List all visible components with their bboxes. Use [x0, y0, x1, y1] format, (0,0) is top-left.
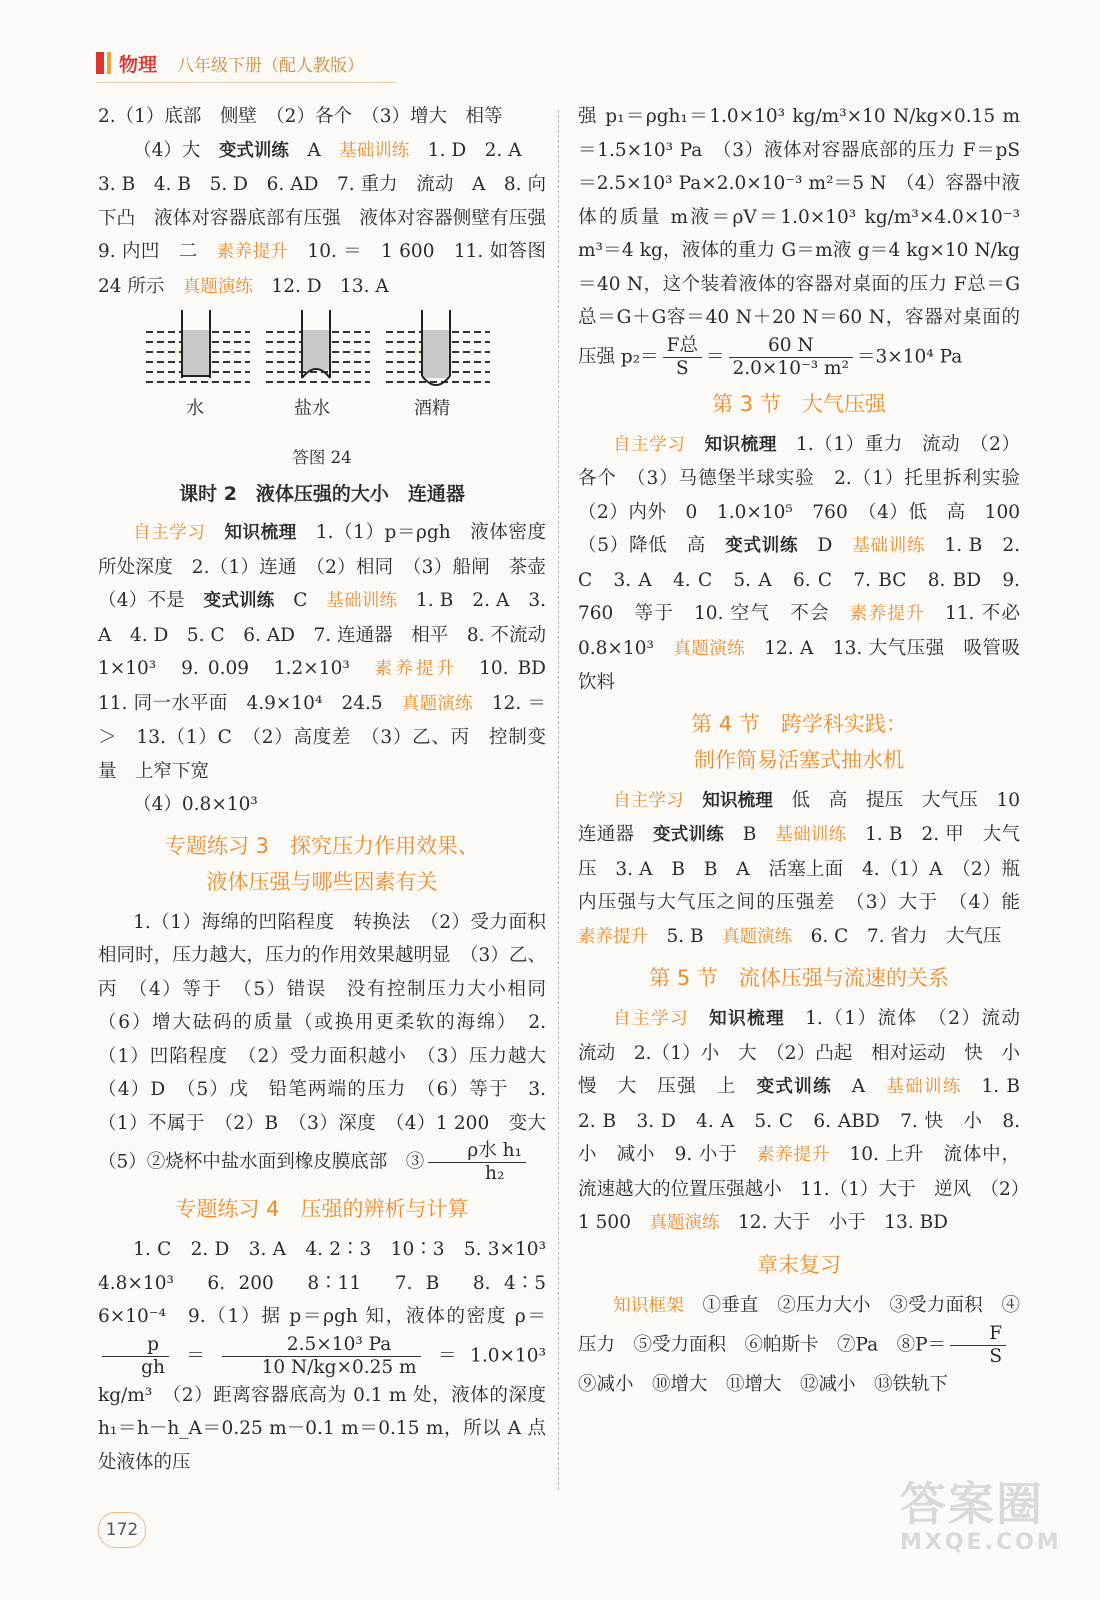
label-knowledge: 知识梳理 [709, 1009, 786, 1029]
fraction [102, 1334, 169, 1379]
text: 1. D 2. A [409, 139, 522, 161]
fraction [729, 335, 853, 380]
calc-continued [578, 100, 1020, 380]
text: 1.（1）p＝ρgh 液体密度 所处深度 2.（1）连通 （2）相同 （3）船闸 茶壶 （4）不是 [98, 522, 565, 611]
label-alcohol: 酒精 [414, 398, 450, 419]
text: 1. C 2. D 3. A 4. 2∶3 10∶3 5. 3×10³ 4.8×10³ 6. 200 8∶11 7. B 8. 4∶5 6×10⁻⁴ 9.（1）据 p＝ρgh 知，液体的密度 ρ＝ [98, 1239, 565, 1327]
label-knowledge: 知识梳理 [704, 434, 777, 455]
text: 1.（1）重力 流动 （2）各个 （3）马德堡半球实验 2.（1）托里拆利实验 （2）内外 0 1.0×10⁵ 760 （4）低 高 100 （5）降低 高 [578, 433, 1039, 556]
tag-basic-training: 基础训练 [886, 1077, 962, 1097]
label-variant-training: 变式训练 [653, 825, 724, 845]
tag-literacy: 素养提升 [849, 604, 926, 624]
text: A [288, 139, 340, 161]
special-4-title: 专题练习 4 压强的辨析与计算 [175, 1197, 469, 1221]
figure-caption: 答图 24 [292, 448, 352, 467]
header-mark [96, 52, 104, 74]
label-knowledge: 知识梳理 [702, 790, 773, 811]
text: 12. A 13. 大气压强 吸管吸饮料 [578, 637, 1020, 693]
lesson-2-answers [98, 516, 565, 788]
answer-block-2b [98, 134, 546, 169]
text: 1. B 2. A 3. A 4. D 5. C 6. AD 7. 连通器 相平 8. 不流动 1×10³ 9. 0.09 1.2×10³ [98, 590, 565, 679]
text: A [831, 1076, 887, 1097]
beaker-alcohol [386, 310, 490, 385]
tag-real-exam: 真题演练 [673, 638, 746, 659]
text: 6. C 7. 省力 大气压 [792, 925, 1002, 947]
right-column [578, 100, 1039, 1402]
denominator: S [989, 1346, 1003, 1367]
watermark-logo: 答案圈 [900, 1477, 1044, 1531]
tag-literacy: 素养提升 [216, 242, 289, 262]
tag-basic-training: 基础训练 [775, 825, 847, 845]
figure-24 [98, 310, 546, 440]
label-variant-training: 变式训练 [203, 591, 275, 611]
numerator: 60 N [729, 335, 853, 358]
tag-real-exam: 真题演练 [401, 693, 474, 714]
fraction [222, 1334, 420, 1379]
header-mark-2 [107, 52, 111, 74]
tag-knowledge-framework: 知识框架 [613, 1295, 684, 1316]
special-3-title [98, 828, 546, 900]
text: ⑨减小 ⑩增大 ⑪增大 ⑫减小 ⑬铁轨下 [578, 1334, 1029, 1395]
lesson-2-last: （4）0.8×10³ [133, 794, 258, 815]
text: C [274, 590, 327, 611]
left-column [98, 100, 565, 1479]
header-subject: 物理 [119, 53, 158, 76]
numerator: 2.5×10³ Pa [222, 1334, 420, 1357]
text: 第 4 节 跨学科实践： [691, 711, 907, 736]
lesson-2-title: 课时 2 液体压强的大小 连通器 [179, 483, 465, 505]
tag-real-exam: 真题演练 [182, 276, 253, 297]
text: 10. 上升 流体中，流速越大的位置压强越小 11.（1）大于 逆风 （2）1 500 [578, 1144, 1020, 1233]
answer-block-2 [98, 100, 546, 134]
text: ＝1.0×10³ kg/m³ （2）距离容器底高为 0.1 m 处，液体的深度 h₁＝h－h_A＝0.25 m－0.1 m＝0.15 m，所以 A 点处液体的压 [98, 1345, 546, 1473]
special-4-answers [98, 1233, 565, 1479]
numerator: p [102, 1334, 169, 1357]
fraction [428, 1140, 526, 1185]
text: B [724, 824, 776, 845]
text: ①垂直 ②压力大小 ③受力面积 ④压力 ⑤受力面积 ⑥帕斯卡 ⑦Pa ⑧P＝ [578, 1294, 1020, 1356]
beaker-water [146, 310, 250, 382]
fraction [663, 335, 702, 380]
label-knowledge: 知识梳理 [224, 523, 297, 543]
numerator: F总 [663, 335, 702, 358]
page-header [96, 46, 364, 80]
denominator: S [675, 357, 689, 379]
section-4-title [578, 706, 1020, 778]
tag-self-study: 自主学习 [133, 523, 206, 543]
tag-real-exam: 真题演练 [722, 926, 793, 947]
denominator: gh [141, 1356, 165, 1378]
text: 12. 大于 小于 13. BD [719, 1212, 949, 1233]
text: 强 p₁＝ρgh₁＝1.0×10³ kg/m³×10 N/kg×0.15 m＝1.5×10³ Pa （3）液体对容器底部的压力 F＝pS＝2.5×10³ Pa×2.0×10⁻³ m²＝5 N （4）容器中液体的质量 m液＝ρV＝1.0×10³ kg/m³×4.0×10⁻³ m³＝4 kg，液体的重力 G＝m液 g＝4 kg×10 N/kg＝40 N，这个装着液体的容器对桌面的压力 F总＝G总＝G＋G容＝40 N＋20 N＝60 N，容器对桌面的压强 p₂＝ [578, 106, 1020, 367]
denominator: 2.0×10⁻³ m² [732, 357, 849, 379]
text: 1. B 2. B 3. D 4. A 5. C 6. ABD 7. 快 小 8. 小 减小 9. 小于 [578, 1076, 1039, 1165]
text: ＝ [172, 1345, 219, 1366]
special-3-answers [98, 906, 565, 1186]
label-water: 水 [186, 398, 204, 419]
tag-self-study: 自主学习 [613, 434, 686, 455]
text: 10. ＝ 1 600 11. 如答图 24 所示 [98, 241, 546, 297]
text: （4）大 [133, 139, 219, 161]
tag-literacy: 素养提升 [578, 926, 648, 947]
text: ＝ [705, 346, 725, 367]
text: 1. B 2. C 3. A 4. C 5. A 6. C 7. BC 8. BD 9. 760 等于 10. 空气 不会 [578, 535, 1021, 624]
label-variant-training: 变式训练 [218, 140, 289, 161]
tag-self-study: 自主学习 [613, 1009, 690, 1029]
chapter-review-title: 章末复习 [757, 1252, 841, 1277]
text: 12. D 13. A [252, 275, 389, 297]
section-3-answers [578, 428, 1039, 700]
watermark [900, 1478, 1062, 1555]
tag-literacy: 素养提升 [756, 1145, 831, 1165]
page-number: 172 [98, 1512, 146, 1548]
denominator: 10 N/kg×0.25 m [261, 1356, 417, 1378]
answer-block-3 [98, 168, 565, 304]
header-grade: 八年级下册（配人教版） [177, 55, 365, 76]
tag-real-exam: 真题演练 [649, 1213, 720, 1233]
section-5-answers [578, 1002, 1039, 1241]
fraction [950, 1323, 1006, 1368]
text: 3. B 4. B 5. D 6. AD 7. 重力 流动 A 8. 向下凸 液体对容器底部有压强 液体对容器侧壁有压强 9. 内凹 二 [98, 174, 565, 262]
text: 11. 不必 0.8×10³ [578, 603, 1039, 659]
text: 1.（1）海绵的凹陷程度 转换法 （2）受力面积相同时，压力越大，压力的作用效果越明显 （3）乙、丙 （4）等于 （5）错误 没有控制压力大小相同 （6）增大砝码的质量（或换用更柔软的海绵） 2.（1）凹陷程度 （2）受力面积越小 （3）压力越大 （4）D （5）戊 铅笔两端的压力 （6）等于 3.（1）不属于 （2）B （3）深度 （4）1 200 变大 （5）②烧杯中盐水面到橡皮膜底部 ③ [98, 911, 565, 1173]
text: 12. ＝ ＞ 13.（1）C （2）高度差 （3）乙、丙 控制变量 上窄下宽 [98, 692, 565, 782]
numerator: ρ水 h₁ [428, 1140, 526, 1163]
label-variant-training: 变式训练 [725, 536, 799, 556]
figure-24-diagram [98, 310, 546, 394]
section-4-answers [578, 784, 1039, 955]
section-5-title: 第 5 节 流体压强与流速的关系 [649, 966, 949, 990]
tag-basic-training: 基础训练 [339, 140, 410, 161]
numerator: F [950, 1323, 1006, 1346]
header-rule [96, 82, 396, 83]
beaker-saltwater [266, 310, 370, 382]
text: 液体压强与哪些因素有关 [206, 869, 438, 894]
label-variant-training: 变式训练 [756, 1077, 832, 1097]
tag-literacy: 素养提升 [374, 659, 458, 679]
text: 10. BD 11. 同一水平面 4.9×10⁴ 24.5 [98, 658, 565, 714]
text: 专题练习 3 探究压力作用效果、 [164, 833, 480, 858]
tag-basic-training: 基础训练 [326, 591, 398, 611]
text: 2.（1）底部 侧壁 （2）各个 （3）增大 相等 [98, 106, 503, 127]
text: 低 高 提压 大气压 10 连通器 [578, 789, 1039, 845]
text: 制作简易活塞式抽水机 [694, 747, 904, 772]
text: D [798, 535, 853, 556]
tag-basic-training: 基础训练 [852, 536, 926, 556]
section-3-title: 第 3 节 大气压强 [712, 391, 886, 416]
text: 1. B 2. 甲 大气压 3. A B B A 活塞上面 4.（1）A （2）瓶内压强与大气压之间的压强差 （3）大于 （4）能 [578, 824, 1039, 913]
watermark-url: MXQE.COM [900, 1530, 1062, 1555]
chapter-review-answers [578, 1289, 1029, 1402]
tag-self-study: 自主学习 [613, 790, 684, 811]
text: ＝3×10⁴ Pa [856, 346, 963, 367]
text: 1.（1）流体 （2）流动 流动 2.（1）小 大 （2）凸起 相对运动 快 小 慢 大 压强 上 [578, 1008, 1039, 1097]
denominator: h₂ [485, 1163, 505, 1184]
label-saltwater: 盐水 [294, 398, 330, 419]
text: 5. B [648, 925, 723, 947]
